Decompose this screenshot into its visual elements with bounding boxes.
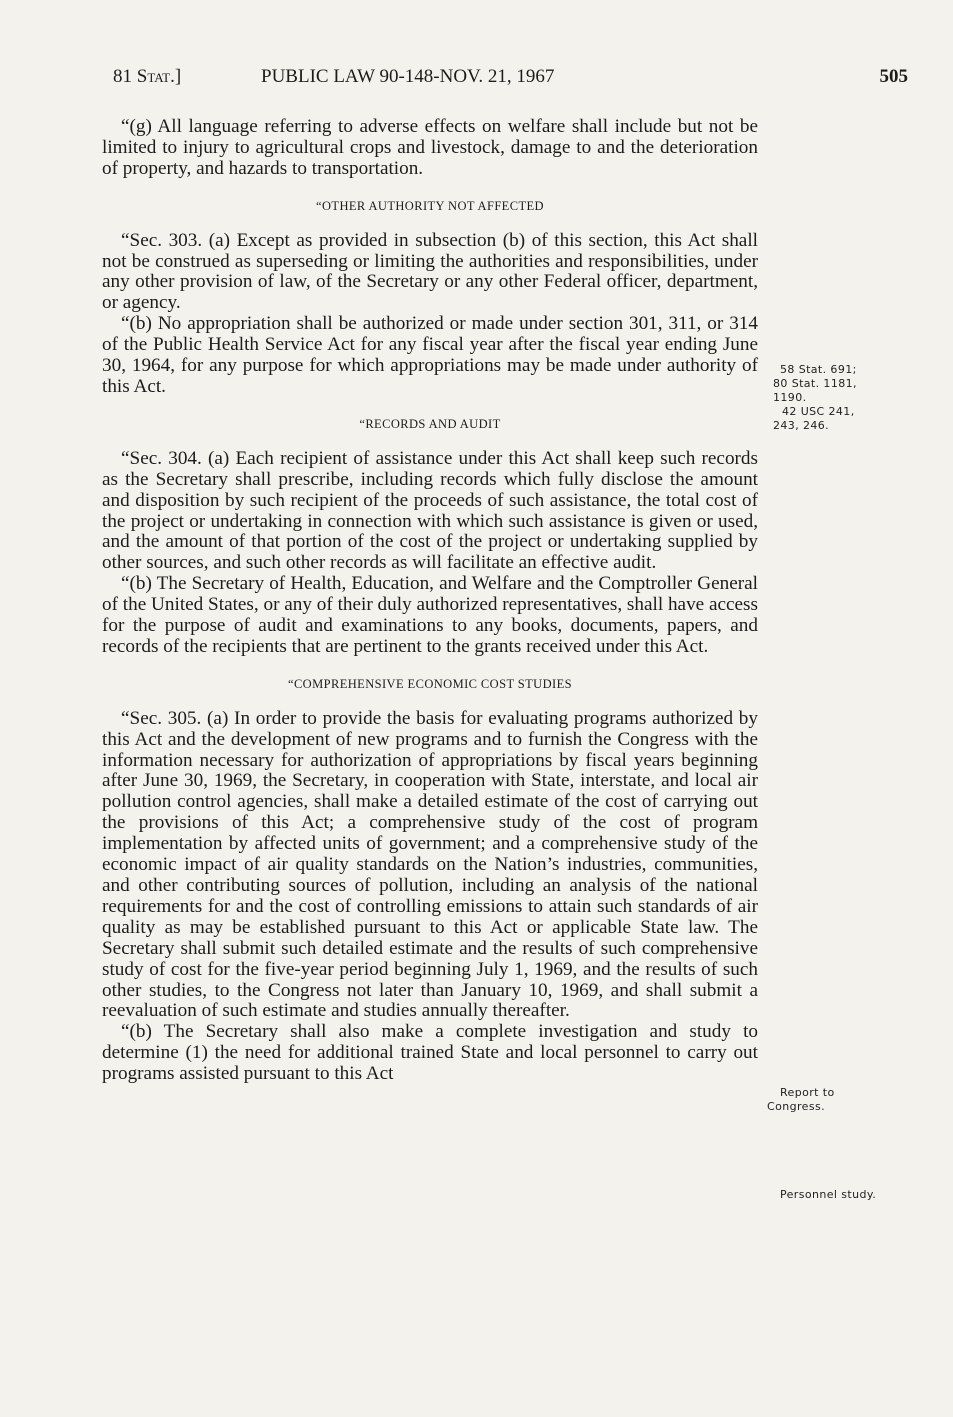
section-304-a: “Sec. 304. (a) Each recipient of assistance under this Act shall keep such records as the Secretary shall prescribe, including records which fully disclose the amount and disposition by such recipient of the proceeds of such assistance, the total cost of the project or undertaking in connection with which such assistance is given or used, and the amount of that portion of the cost of the project or undertaking supplied by other sources, and such other records as will facilitate an effective audit.: [102, 447, 758, 574]
section-heading-304: “RECORDS AND AUDIT: [359, 416, 501, 431]
page-header: [113, 66, 908, 96]
section-305-a: “Sec. 305. (a) In order to provide the basis for evaluating programs authorized by this Act and the development of new programs and to furnish the Congress with the information necessary for authorization of appropriations by fiscal years beginning after June 30, 1969, the Secretary, in cooperation with State, interstate, and local air pollution control agencies, shall make a detailed estimate of the cost of carrying out the provisions of this Act; a comprehensive study of the cost of program implementation by affected units of government; and a comprehensive study of the economic impact of air quality standards on the Nation’s industries, communities, and other contributing sources of pollution, including an analysis of the national requirements for and the cost of controlling emissions to attain such standards of air quality as may be established pursuant to this Act or applicable State law. The Secretary shall submit such detailed estimate and the results of such comprehensive study of cost for the five-year period beginning July 1, 1969, and the results of such other studies, to the Congress not later than January 10, 1969, and shall submit a reevaluation of such estimate and studies annually thereafter.: [102, 707, 758, 1022]
report-note-line: Report to: [780, 1086, 835, 1099]
margin-note-report: [767, 1086, 877, 1114]
page-number: 505: [879, 66, 908, 87]
statute-text: [102, 117, 758, 1085]
usc-citation-line: 243, 246.: [773, 419, 830, 432]
stat-citation-line: 58 Stat. 691;: [780, 363, 857, 376]
usc-citation-line: 42 USC 241,: [782, 405, 855, 418]
margin-note-statutes: [773, 363, 893, 433]
section-heading-305: “COMPREHENSIVE ECONOMIC COST STUDIES: [288, 676, 572, 691]
running-title: PUBLIC LAW 90-148-NOV. 21, 1967: [261, 66, 555, 87]
section-305-b: “(b) The Secretary shall also make a complete investigation and study to determine (1) the need for additional trained State and local personnel to carry out programs assisted pursuant to this Act: [102, 1021, 758, 1085]
section-heading-303: “OTHER AUTHORITY NOT AFFECTED: [316, 198, 544, 213]
paragraph-g: “(g) All language referring to adverse effects on welfare shall include but not be limited to injury to agricultural crops and livestock, damage to and the deterioration of property, and hazards to transportation.: [102, 116, 758, 179]
volume-reference: 81 Stat.]: [113, 66, 182, 87]
stat-citation-line: 1190.: [773, 391, 807, 404]
section-304-b: “(b) The Secretary of Health, Education, and Welfare and the Comptroller General of the United States, or any of their duly authorized representatives, shall have access for the purpose of audit and examinations to any books, documents, papers, and records of the recipients that are pertinent to the grants received under this Act.: [102, 573, 758, 657]
margin-note-personnel: Personnel study.: [780, 1188, 877, 1201]
section-303-b: “(b) No appropriation shall be authorized or made under section 301, 311, or 314 of the Public Health Service Act for any fiscal year after the fiscal year ending June 30, 1964, for any purpose for which appropriations may be made under authority of this Act.: [102, 313, 758, 397]
report-note-line: Congress.: [767, 1100, 825, 1113]
stat-citation-line: 80 Stat. 1181,: [773, 377, 857, 390]
section-303-a: “Sec. 303. (a) Except as provided in subsection (b) of this section, this Act shall not be construed as superseding or limiting the authorities and responsibilities, under any other provision of law, of the Secretary or any other Federal officer, department, or agency.: [102, 229, 758, 314]
